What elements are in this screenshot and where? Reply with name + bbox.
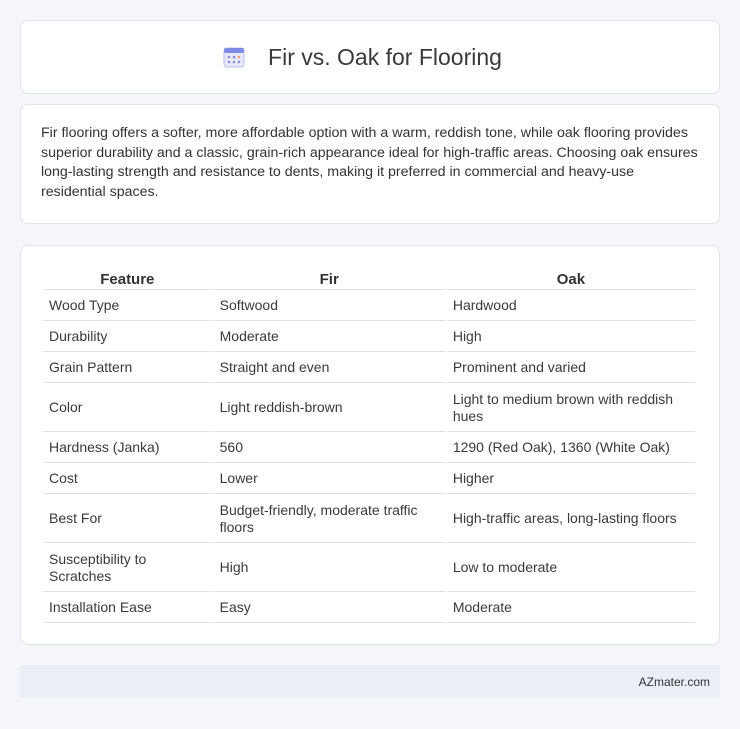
feature-cell: Wood Type bbox=[43, 292, 212, 321]
header-fir: Fir bbox=[214, 268, 445, 290]
feature-cell: Grain Pattern bbox=[43, 354, 212, 383]
fir-cell: 560 bbox=[214, 434, 445, 463]
footer-brand-link[interactable]: AZmater.com bbox=[638, 674, 710, 689]
comparison-card bbox=[20, 245, 720, 645]
table-row bbox=[43, 292, 695, 321]
oak-cell: Prominent and varied bbox=[447, 354, 695, 383]
oak-cell: Hardwood bbox=[447, 292, 695, 321]
oak-cell: Moderate bbox=[447, 594, 695, 623]
title-card bbox=[20, 20, 720, 94]
table-row bbox=[43, 354, 695, 383]
fir-cell: Easy bbox=[214, 594, 445, 623]
oak-cell: Low to moderate bbox=[447, 545, 695, 592]
page-title: Fir vs. Oak for Flooring bbox=[268, 43, 502, 70]
table-row bbox=[43, 385, 695, 432]
table-row bbox=[43, 545, 695, 592]
feature-cell: Color bbox=[43, 385, 212, 432]
fir-cell: Softwood bbox=[214, 292, 445, 321]
oak-cell: 1290 (Red Oak), 1360 (White Oak) bbox=[447, 434, 695, 463]
table-row bbox=[43, 323, 695, 352]
feature-cell: Best For bbox=[43, 496, 212, 543]
fir-cell: Light reddish-brown bbox=[214, 385, 445, 432]
fir-cell: Lower bbox=[214, 465, 445, 494]
fir-cell: Moderate bbox=[214, 323, 445, 352]
table-row bbox=[43, 465, 695, 494]
oak-cell: Higher bbox=[447, 465, 695, 494]
fir-cell: High bbox=[214, 545, 445, 592]
intro-card bbox=[20, 104, 720, 224]
comparison-table bbox=[41, 266, 697, 625]
oak-cell: High-traffic areas, long-lasting floors bbox=[447, 496, 695, 543]
feature-cell: Hardness (Janka) bbox=[43, 434, 212, 463]
table-row bbox=[43, 496, 695, 543]
feature-cell: Durability bbox=[43, 323, 212, 352]
header-oak: Oak bbox=[447, 268, 695, 290]
header-feature: Feature bbox=[43, 268, 212, 290]
feature-cell: Cost bbox=[43, 465, 212, 494]
table-row bbox=[43, 434, 695, 463]
oak-cell: High bbox=[447, 323, 695, 352]
intro-text: Fir flooring offers a softer, more affordable option with a warm, reddish tone, while oak flooring provides superior durability and a classic, grain-rich appearance ideal for high-traffic areas. Choosing oak ensures long-lasting strength and resistance to dents, making it preferred in commercial and heavy-use residential spaces. bbox=[41, 125, 698, 200]
table-row bbox=[43, 594, 695, 623]
oak-cell: Light to medium brown with reddish hues bbox=[447, 385, 695, 432]
fir-cell: Straight and even bbox=[214, 354, 445, 383]
footer bbox=[20, 665, 720, 698]
feature-cell: Susceptibility to Scratches bbox=[43, 545, 212, 592]
calendar-icon bbox=[222, 45, 246, 69]
fir-cell: Budget-friendly, moderate traffic floors bbox=[214, 496, 445, 543]
feature-cell: Installation Ease bbox=[43, 594, 212, 623]
